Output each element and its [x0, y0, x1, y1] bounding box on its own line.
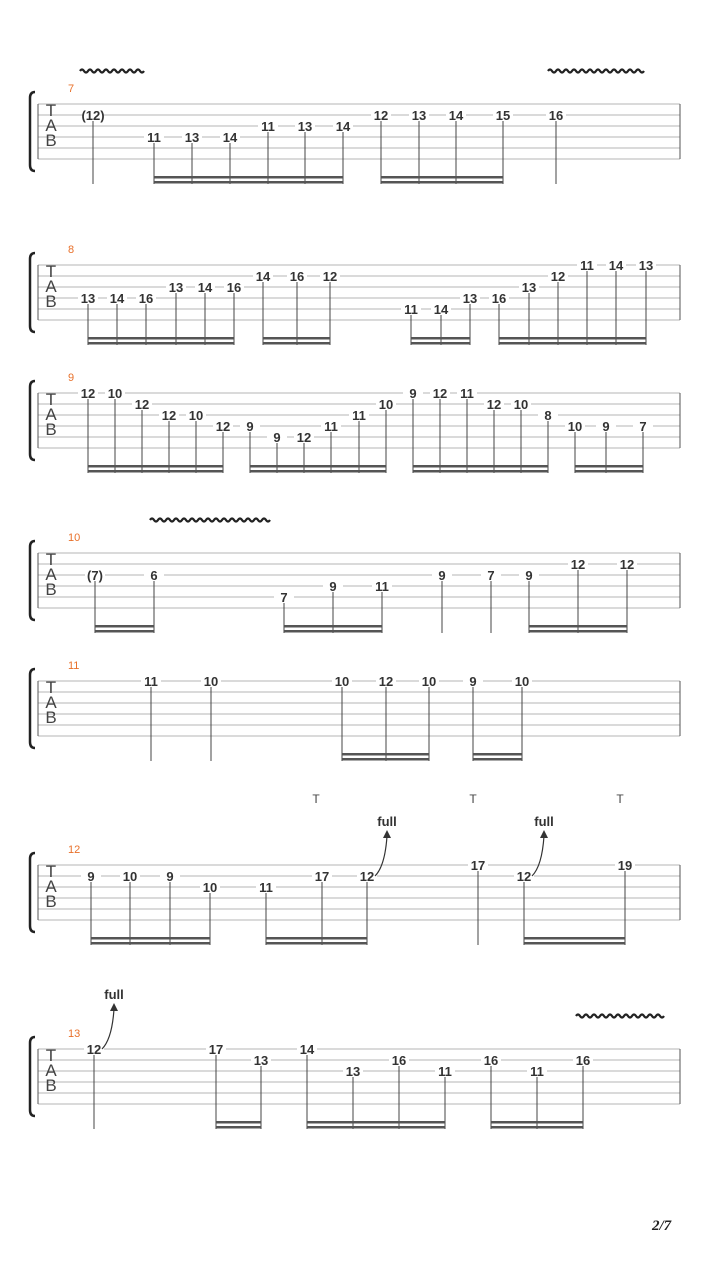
- beam: [381, 176, 503, 179]
- staff-system-7: [30, 70, 680, 185]
- fret-number: 12: [161, 408, 177, 423]
- tab-letter-b: B: [45, 131, 57, 150]
- fret-number: 10: [513, 397, 529, 412]
- fret-number: 16: [483, 1053, 499, 1068]
- beam: [524, 942, 625, 945]
- fret-number: 9: [87, 869, 95, 884]
- fret-number: 12: [359, 869, 375, 884]
- tab-letter-t: T: [45, 101, 57, 120]
- fret-number: 9: [246, 419, 254, 434]
- beam: [342, 758, 429, 761]
- beam: [263, 337, 330, 340]
- tab-letter-b: B: [45, 292, 57, 311]
- tab-letter-t: T: [45, 1046, 57, 1065]
- beam: [266, 937, 367, 940]
- tab-letter-t: T: [45, 550, 57, 569]
- staff-system-9: [30, 372, 680, 473]
- beam: [491, 1121, 583, 1124]
- fret-number: 11: [460, 386, 474, 401]
- tab-letter-t: T: [45, 862, 57, 881]
- staff-system-8: [30, 244, 680, 345]
- tap-marker: T: [312, 792, 320, 806]
- vibrato-mark: [576, 1015, 664, 1018]
- fret-number: 14: [109, 291, 125, 306]
- fret-number: 12: [486, 397, 502, 412]
- tab-letter-a: A: [45, 693, 57, 712]
- fret-number: 11: [404, 302, 418, 317]
- fret-number: 10: [514, 674, 530, 689]
- fret-number: 16: [575, 1053, 591, 1068]
- beam: [413, 465, 548, 468]
- staff-system-10: [30, 519, 680, 634]
- fret-number: 16: [391, 1053, 407, 1068]
- beam: [263, 342, 330, 345]
- fret-number: 12: [378, 674, 394, 689]
- fret-number: 12: [80, 386, 96, 401]
- fret-number: 9: [602, 419, 610, 434]
- fret-number: 9: [329, 579, 337, 594]
- beam: [91, 942, 210, 945]
- fret-number: 10: [202, 880, 218, 895]
- bend-arrowhead: [110, 1003, 118, 1011]
- fret-number: 11: [438, 1064, 452, 1079]
- fret-number: 12: [550, 269, 566, 284]
- fret-number: 12: [296, 430, 312, 445]
- beam: [307, 1126, 445, 1129]
- measure-number: 13: [68, 1028, 81, 1040]
- beam: [284, 625, 382, 628]
- fret-number: 14: [255, 269, 271, 284]
- fret-number: 13: [521, 280, 537, 295]
- fret-number: 11: [580, 258, 594, 273]
- beam: [216, 1126, 261, 1129]
- fret-number: 9: [166, 869, 174, 884]
- beam: [88, 342, 234, 345]
- fret-number: 11: [261, 119, 275, 134]
- fret-number: 11: [144, 674, 158, 689]
- beam: [575, 465, 643, 468]
- fret-number: 7: [280, 590, 288, 605]
- tab-letter-b: B: [45, 708, 57, 727]
- beam: [250, 465, 386, 468]
- fret-number: 16: [548, 108, 564, 123]
- fret-number: 11: [259, 880, 273, 895]
- fret-number: 14: [299, 1042, 315, 1057]
- beam: [575, 470, 643, 473]
- beam: [473, 758, 522, 761]
- beam: [95, 630, 154, 633]
- staff-system-11: [30, 660, 680, 761]
- fret-number: 11: [147, 130, 161, 145]
- fret-number: 10: [567, 419, 583, 434]
- tab-letter-a: A: [45, 1061, 57, 1080]
- system-bracket: [30, 1037, 35, 1116]
- beam: [381, 181, 503, 184]
- vibrato-mark: [80, 70, 144, 73]
- fret-number: 12: [134, 397, 150, 412]
- measure-number: 11: [68, 660, 80, 672]
- beam: [413, 470, 548, 473]
- tab-letter-a: A: [45, 405, 57, 424]
- fret-number: 11: [375, 579, 389, 594]
- fret-number: 9: [273, 430, 281, 445]
- fret-number: 9: [409, 386, 417, 401]
- fret-number: 9: [525, 568, 533, 583]
- measure-number: 9: [68, 372, 75, 384]
- beam: [95, 625, 154, 628]
- measure-number: 12: [68, 844, 81, 856]
- beam: [342, 753, 429, 756]
- fret-number: 13: [253, 1053, 269, 1068]
- fret-number: 17: [470, 858, 486, 873]
- fret-number: 12: [619, 557, 635, 572]
- fret-number: 14: [197, 280, 213, 295]
- measure-number: 10: [68, 532, 81, 544]
- tab-letter-b: B: [45, 892, 57, 911]
- tab-letter-b: B: [45, 420, 57, 439]
- bend-label: full: [377, 814, 397, 829]
- fret-number: 19: [617, 858, 633, 873]
- beam: [473, 753, 522, 756]
- fret-number: 16: [226, 280, 242, 295]
- beam: [529, 625, 627, 628]
- fret-number: 10: [378, 397, 394, 412]
- tab-letter-b: B: [45, 580, 57, 599]
- fret-number: 13: [345, 1064, 361, 1079]
- bend-arrowhead: [383, 830, 391, 838]
- bend-arrowhead: [540, 830, 548, 838]
- tab-letter-b: B: [45, 1076, 57, 1095]
- tap-marker: T: [616, 792, 624, 806]
- beam: [266, 942, 367, 945]
- measure-number: 7: [68, 83, 75, 95]
- tab-letter-a: A: [45, 277, 57, 296]
- fret-number: 14: [608, 258, 624, 273]
- beam: [524, 937, 625, 940]
- fret-number: 6: [150, 568, 158, 583]
- beam: [154, 176, 343, 179]
- beam: [154, 181, 343, 184]
- measure-number: 8: [68, 244, 75, 256]
- fret-number: 12: [322, 269, 338, 284]
- fret-number: 13: [168, 280, 184, 295]
- system-bracket: [30, 92, 35, 171]
- fret-number: 13: [80, 291, 96, 306]
- beam: [216, 1121, 261, 1124]
- system-bracket: [30, 853, 35, 932]
- fret-number: 12: [570, 557, 586, 572]
- fret-number: 10: [203, 674, 219, 689]
- fret-number: 10: [122, 869, 138, 884]
- beam: [307, 1121, 445, 1124]
- fret-number: 7: [639, 419, 647, 434]
- fret-number: 12: [432, 386, 448, 401]
- fret-number: 16: [289, 269, 305, 284]
- fret-number: 10: [107, 386, 123, 401]
- fret-number: 8: [544, 408, 552, 423]
- fret-number: 11: [324, 419, 338, 434]
- fret-number: 14: [433, 302, 449, 317]
- fret-number: 17: [314, 869, 330, 884]
- fret-number: 7: [487, 568, 495, 583]
- system-bracket: [30, 669, 35, 748]
- fret-number: 10: [188, 408, 204, 423]
- fret-number: 11: [530, 1064, 544, 1079]
- fret-number: 12: [516, 869, 532, 884]
- system-bracket: [30, 541, 35, 620]
- fret-number: 16: [491, 291, 507, 306]
- fret-number: 12: [373, 108, 389, 123]
- beam: [491, 1126, 583, 1129]
- staff-system-13: [30, 987, 680, 1129]
- tap-marker: T: [469, 792, 477, 806]
- beam: [88, 470, 223, 473]
- fret-number: 13: [184, 130, 200, 145]
- staff-system-12: [30, 792, 680, 945]
- fret-number: 16: [138, 291, 154, 306]
- fret-number: 13: [462, 291, 478, 306]
- beam: [411, 342, 470, 345]
- fret-number: 11: [352, 408, 366, 423]
- vibrato-mark: [150, 519, 270, 522]
- fret-number: 12: [215, 419, 231, 434]
- fret-number: 9: [438, 568, 446, 583]
- beam: [284, 630, 382, 633]
- tab-letter-a: A: [45, 565, 57, 584]
- fret-number: 13: [638, 258, 654, 273]
- tab-letter-a: A: [45, 116, 57, 135]
- fret-number: (7): [87, 568, 103, 583]
- fret-number: 14: [335, 119, 351, 134]
- tab-letter-t: T: [45, 262, 57, 281]
- vibrato-mark: [548, 70, 644, 73]
- tab-letter-t: T: [45, 678, 57, 697]
- fret-number: 12: [86, 1042, 102, 1057]
- fret-number: 10: [334, 674, 350, 689]
- beam: [88, 337, 234, 340]
- tab-letter-t: T: [45, 390, 57, 409]
- fret-number: 9: [469, 674, 477, 689]
- bend-label: full: [104, 987, 124, 1002]
- beam: [250, 470, 386, 473]
- beam: [411, 337, 470, 340]
- system-bracket: [30, 381, 35, 460]
- page-number: 2/7: [652, 1218, 672, 1234]
- beam: [499, 337, 646, 340]
- fret-number: 17: [208, 1042, 224, 1057]
- fret-number: 15: [495, 108, 511, 123]
- fret-number: 13: [297, 119, 313, 134]
- fret-number: 13: [411, 108, 427, 123]
- fret-number: 14: [448, 108, 464, 123]
- fret-number: 10: [421, 674, 437, 689]
- system-bracket: [30, 253, 35, 332]
- fret-number: 14: [222, 130, 238, 145]
- bend-label: full: [534, 814, 554, 829]
- beam: [88, 465, 223, 468]
- beam: [499, 342, 646, 345]
- tab-letter-a: A: [45, 877, 57, 896]
- beam: [529, 630, 627, 633]
- fret-number: (12): [81, 108, 105, 123]
- beam: [91, 937, 210, 940]
